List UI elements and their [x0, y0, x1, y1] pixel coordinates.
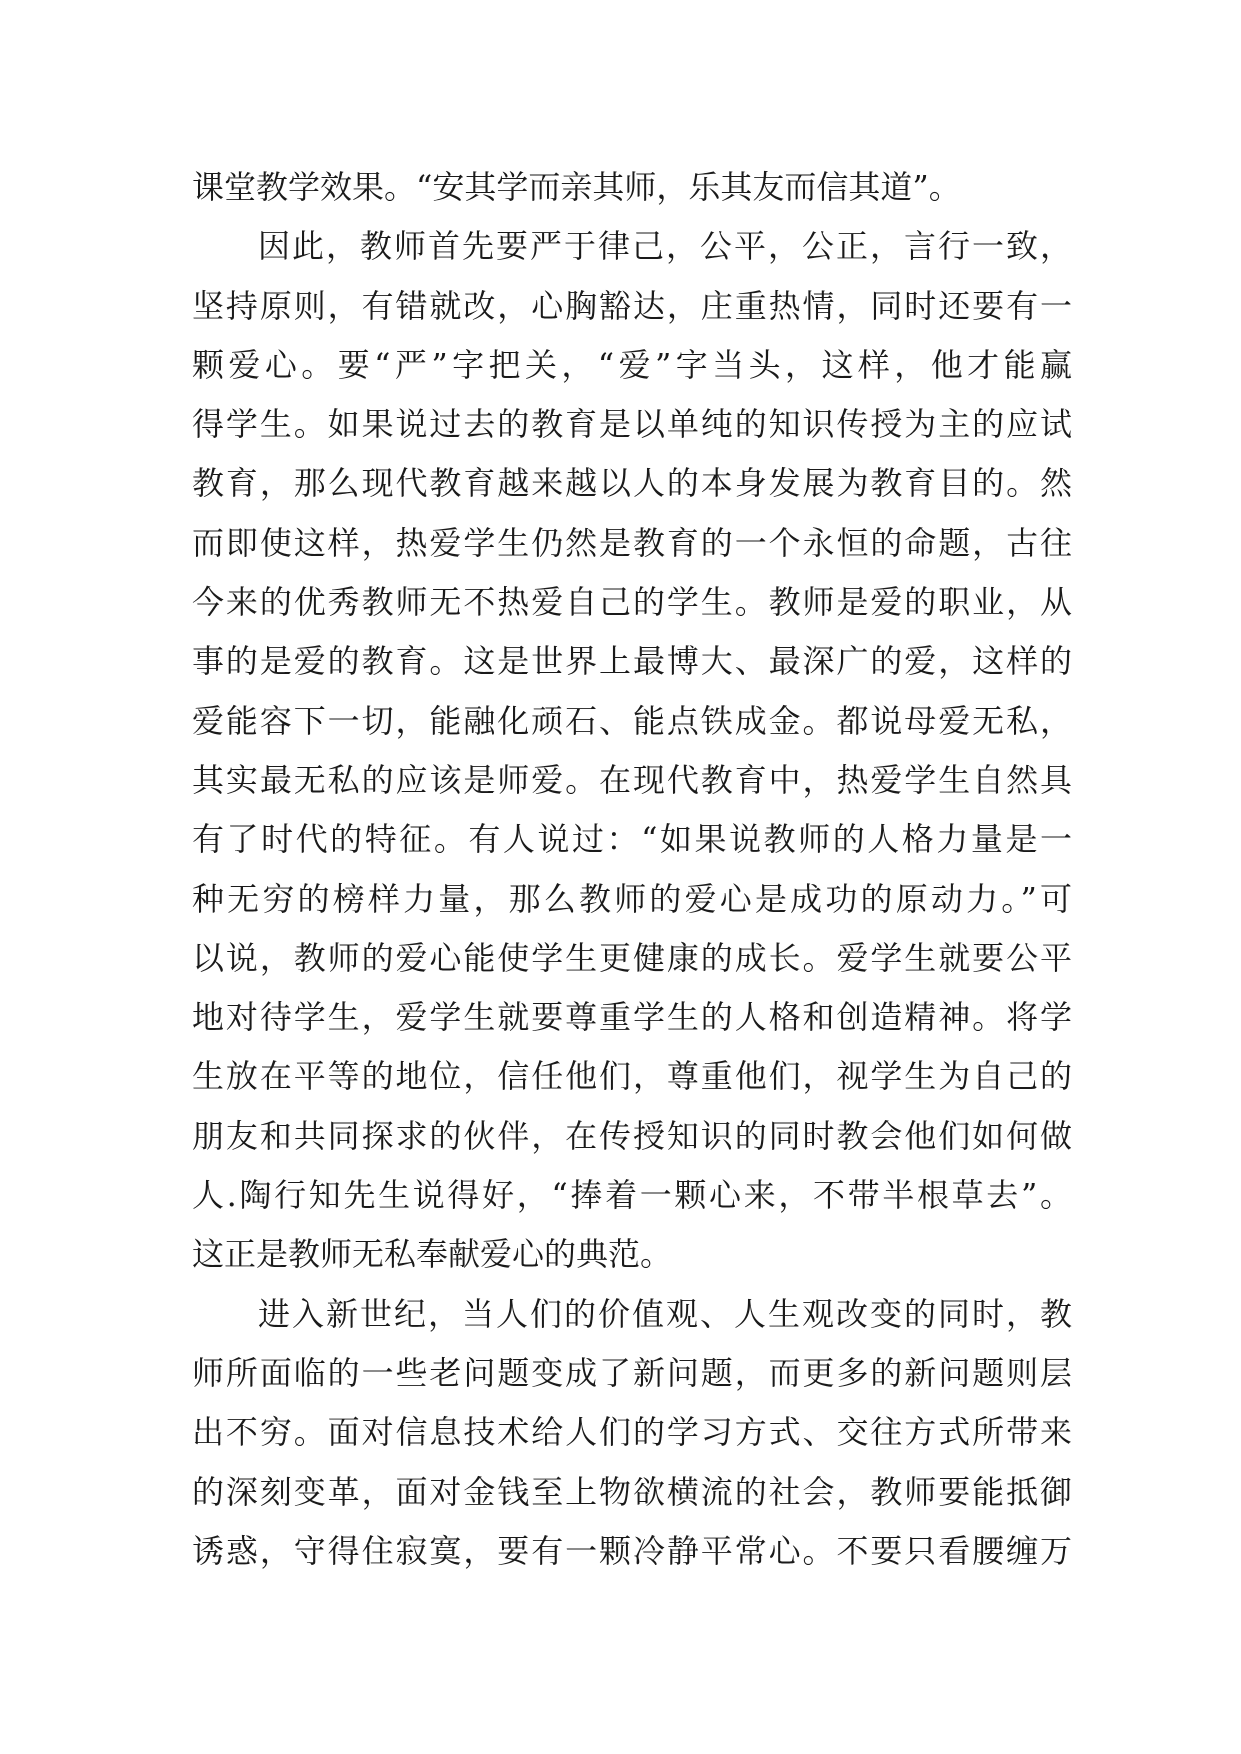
paragraph-line: 课堂教学效果。“安其学而亲其师，乐其友而信其道”。	[192, 168, 961, 206]
paragraph-line: 这正是教师无私奉献爱心的典范。	[192, 1235, 673, 1274]
paragraph-line: 有了时代的特征。有人说过：“如果说教师的人格力量是一	[192, 820, 1072, 859]
paragraph-line: 人.陶行知先生说得好，“捧着一颗心来，不带半根草去”。	[192, 1176, 1072, 1215]
paragraph-line: 得学生。如果说过去的教育是以单纯的知识传授为主的应试	[192, 405, 1072, 444]
paragraph-line: 其实最无私的应该是师爱。在现代教育中，热爱学生自然具	[192, 760, 1072, 799]
paragraph-line: 而即使这样，热爱学生仍然是教育的一个永恒的命题，古往	[192, 523, 1072, 562]
paragraph-line: 生放在平等的地位，信任他们，尊重他们，视学生为自己的	[192, 1057, 1072, 1096]
paragraph-line: 爱能容下一切，能融化顽石、能点铁成金。都说母爱无私，	[192, 701, 1072, 740]
paragraph-line: 今来的优秀教师无不热爱自己的学生。教师是爱的职业，从	[192, 583, 1072, 622]
paragraph-line: 出不穷。面对信息技术给人们的学习方式、交往方式所带来	[192, 1413, 1072, 1452]
paragraph-line: 教育，那么现代教育越来越以人的本身发展为教育目的。然	[192, 464, 1072, 503]
paragraph-line: 以说，教师的爱心能使学生更健康的成长。爱学生就要公平	[192, 938, 1072, 977]
paragraph-line: 朋友和共同探求的伙伴，在传授知识的同时教会他们如何做	[192, 1116, 1072, 1155]
paragraph-line: 颗爱心。要“严”字把关，“爱”字当头，这样，他才能赢	[192, 345, 1072, 384]
paragraph-line: 因此，教师首先要严于律己，公平，公正，言行一致，	[258, 227, 1072, 266]
paragraph-line: 种无穷的榜样力量，那么教师的爱心是成功的原动力。”可	[192, 879, 1072, 918]
paragraph-line: 进入新世纪，当人们的价值观、人生观改变的同时，教	[258, 1294, 1072, 1333]
body-text	[192, 158, 1072, 1581]
paragraph-line: 地对待学生，爱学生就要尊重学生的人格和创造精神。将学	[192, 998, 1072, 1037]
paragraph-line: 坚持原则，有错就改，心胸豁达，庄重热情，同时还要有一	[192, 286, 1072, 325]
paragraph-line: 诱惑，守得住寂寞，要有一颗冷静平常心。不要只看腰缠万	[192, 1531, 1072, 1570]
paragraph-line: 的深刻变革，面对金钱至上物欲横流的社会，教师要能抵御	[192, 1472, 1072, 1511]
paragraph-line: 师所面临的一些老问题变成了新问题，而更多的新问题则层	[192, 1353, 1072, 1392]
paragraph-line: 事的是爱的教育。这是世界上最博大、最深广的爱，这样的	[192, 642, 1072, 681]
